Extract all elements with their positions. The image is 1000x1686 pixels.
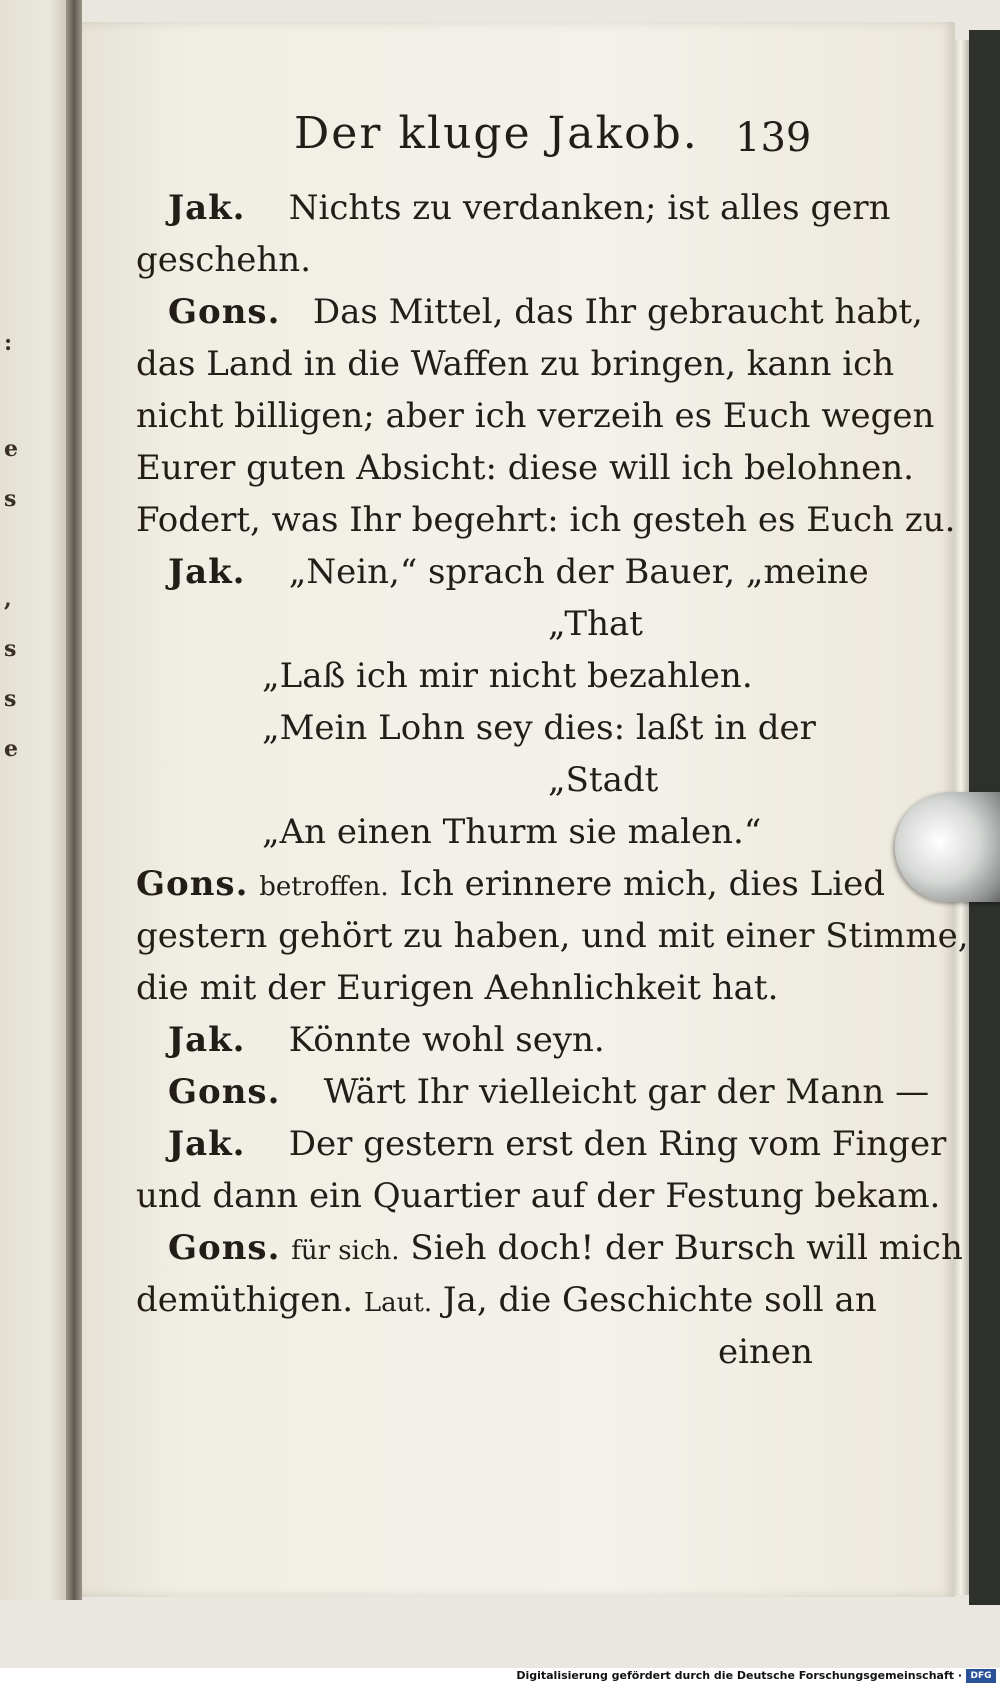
text-line [136,498,956,542]
line-text: Der gestern erst den Ring vom Finger [288,1124,947,1164]
margin-char: e [4,436,18,462]
line-text: Ich erinnere mich, dies Lied [399,864,886,904]
text-line [168,550,869,594]
text-line [136,862,886,909]
line-text: „Stadt [548,760,659,800]
verse-line [262,810,761,854]
line-text: Ja, die Geschichte soll an [442,1280,877,1320]
dfg-logo: DFG [966,1669,996,1683]
text-line [136,342,895,386]
speaker-label: Jak. [168,552,246,592]
text-line [136,238,311,282]
page-number: 139 [735,115,812,161]
text-line [168,1226,963,1273]
line-text: Nichts zu verdanken; ist alles gern [288,188,891,228]
text-line [136,1278,877,1325]
speaker-label: Jak. [168,1020,246,1060]
line-text: demüthigen. [136,1280,354,1320]
margin-char: : [4,330,13,356]
line-text: Könnte wohl seyn. [288,1020,605,1060]
text-line [136,1174,941,1218]
line-text: einen [718,1332,813,1372]
verse-line [548,758,658,802]
catchword [718,1330,813,1374]
verse-line [548,602,643,646]
running-header: Der kluge Jakob. [294,108,699,159]
line-text: „Mein Lohn sey dies: laßt in der [262,708,816,748]
funding-notice: Digitalisierung gefördert durch die Deutsche Forschungsgemeinschaft · [516,1669,962,1682]
stage-direction: Laut. [363,1288,433,1318]
line-text: „That [548,604,643,644]
previous-page-margin [0,0,70,1600]
line-text: gestern gehört zu haben, und mit einer Stimme, [136,916,969,956]
margin-char: s [4,686,17,712]
page-clip [895,792,1000,902]
speaker-label: Jak. [168,1124,246,1164]
margin-char: e [4,736,18,762]
text-line [168,1122,947,1166]
text-line [168,290,923,334]
text-line [136,966,778,1010]
line-text: Das Mittel, das Ihr gebraucht habt, [312,292,923,332]
line-text: „Laß ich mir nicht bezahlen. [262,656,753,696]
line-text: „An einen Thurm sie malen.“ [262,812,762,852]
speaker-label: Gons. [136,864,249,904]
line-text: geschehn. [136,240,311,280]
text-line [136,394,935,438]
speaker-label: Gons. [168,292,281,332]
margin-char: , [4,586,12,612]
margin-char: s [4,486,17,512]
line-text: Fodert, was Ihr begehrt: ich gesteh es Euch zu. [136,500,956,540]
speaker-label: Gons. [168,1072,281,1112]
line-text: nicht billigen; aber ich verzeih es Euch wegen [136,396,935,436]
margin-char: s [4,636,17,662]
text-line [136,914,969,958]
speaker-label: Jak. [168,188,246,228]
stage-direction: für sich. [291,1236,400,1266]
text-line [168,186,891,230]
line-text: die mit der Eurigen Aehnlichkeit hat. [136,968,779,1008]
verse-line [262,706,816,750]
line-text: das Land in die Waffen zu bringen, kann ich [136,344,895,384]
book-gutter [66,0,82,1600]
verse-line [262,654,753,698]
text-line [136,446,914,490]
line-text: Sieh doch! der Bursch will mich [410,1228,963,1268]
text-line [168,1070,930,1114]
stage-direction: betroffen. [259,872,389,902]
speaker-label: Gons. [168,1228,281,1268]
text-line [168,1018,605,1062]
line-text: Wärt Ihr vielleicht gar der Mann — [323,1072,930,1112]
line-text: und dann ein Quartier auf der Festung bekam. [136,1176,941,1216]
line-text: „Nein,“ sprach der Bauer, „meine [288,552,869,592]
line-text: Eurer guten Absicht: diese will ich belohnen. [136,448,914,488]
